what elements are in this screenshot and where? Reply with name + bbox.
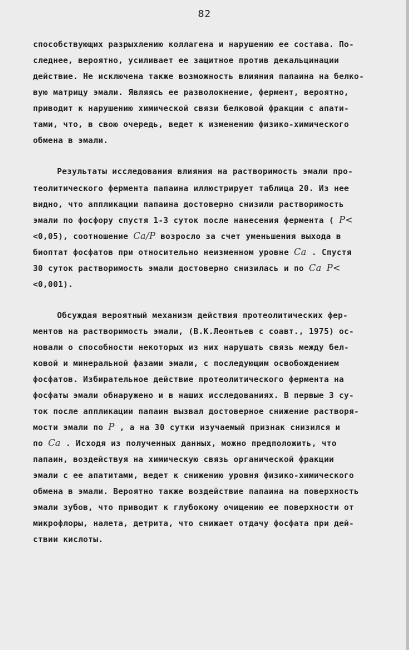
text-line: эмали с ее апатитами, ведет к снижению уровня физико-химического — [33, 471, 355, 480]
text-line: фосфаты эмали обнаружено и в наших исследованиях. В первые 3 су- — [33, 391, 355, 400]
text-segment: . Исходя из полученных данных, можно предположить, что — [65, 439, 337, 448]
handwritten-ca-p-ratio: Ca/P — [133, 232, 156, 242]
text-line: приводит к нарушению химической связи белковой фракции с апати- — [33, 104, 350, 113]
text-segment: <0,05), соотношение — [33, 232, 129, 241]
text-line: ствии кислоты. — [33, 535, 104, 544]
text-line — [33, 248, 352, 258]
text-line: эмали зубов, что приводит к глубокому очищению ее поверхности от — [33, 503, 355, 512]
page-number: 82 — [197, 9, 212, 20]
text-line: ковой и минеральной фазами эмали, с последующим освобождением — [33, 359, 340, 368]
text-line: ток после аппликации папаин вызвал достоверное снижение растворя- — [33, 407, 360, 416]
text-line: видно, что аппликации папаина достоверно снизили растворимость — [33, 200, 345, 209]
text-segment: возросло за счет уменьшения выхода в — [160, 232, 342, 241]
text-line: новали о способности некоторых из них нарушать связь между бел- — [33, 343, 350, 352]
handwritten-p-less-than: P< — [339, 216, 354, 226]
text-line: Результаты исследования влияния на растворимость эмали про- — [57, 167, 353, 176]
text-line: тами, что, в свою очередь, ведет к изменению физико-химического — [33, 120, 350, 129]
text-line: теолитического фермента папаина иллюстрирует таблица 20. Из нее — [33, 184, 350, 193]
text-line — [33, 439, 337, 449]
handwritten-p-less-than: P< — [326, 264, 341, 274]
text-line: способствующих разрыхлению коллагена и нарушению ее состава. По- — [33, 40, 355, 49]
text-segment: биоптат фосфатов при относительно неизменном уровне — [33, 248, 289, 257]
text-line: папаин, воздействуя на химическую связь органической фракции — [33, 455, 334, 464]
handwritten-ca: Ca — [293, 248, 307, 258]
text-line — [33, 423, 340, 433]
text-line — [33, 232, 341, 242]
handwritten-ca: Ca — [308, 264, 322, 274]
text-line: микрофлоры, налета, детрита, что снижает отдачу фосфата при дей- — [33, 519, 355, 528]
text-line — [33, 216, 353, 226]
text-line: Обсуждая вероятный механизм действия протеолитических фер- — [57, 311, 348, 320]
text-line: <0,001). — [33, 280, 74, 289]
text-segment: мости эмали по — [33, 423, 104, 432]
text-line: следнее, вероятно, усиливает ее защитное против декальцинации — [33, 56, 340, 65]
text-line: обмена в эмали. Вероятно также воздействие папаина на поверхность — [33, 487, 360, 496]
text-segment: по — [33, 439, 44, 448]
text-line: действие. Не исключена также возможность влияния папаина на белко- — [33, 72, 365, 81]
text-line — [33, 264, 341, 274]
text-line: ментов на растворимость эмали, (В.К.Леонтьев с соавт., 1975) ос- — [33, 327, 355, 336]
text-segment: эмали по фосфору спустя 1-3 суток после нанесения фермента ( — [33, 216, 334, 225]
handwritten-ca: Ca — [48, 439, 61, 449]
text-segment: . Спустя — [311, 248, 352, 257]
text-line: фосфатов. Избирательное действие протеолитического фермента на — [33, 375, 345, 384]
text-line: обмена в эмали. — [33, 136, 109, 145]
text-segment: , а на 30 сутки изучаемый признак снизился и — [119, 423, 341, 432]
text-segment: 30 суток растворимость эмали достоверно снизилась и по — [33, 264, 304, 273]
handwritten-p: P — [108, 423, 115, 433]
text-line: вую матрицу эмали. Являясь ее разволокнение, фермент, вероятно, — [33, 88, 350, 97]
